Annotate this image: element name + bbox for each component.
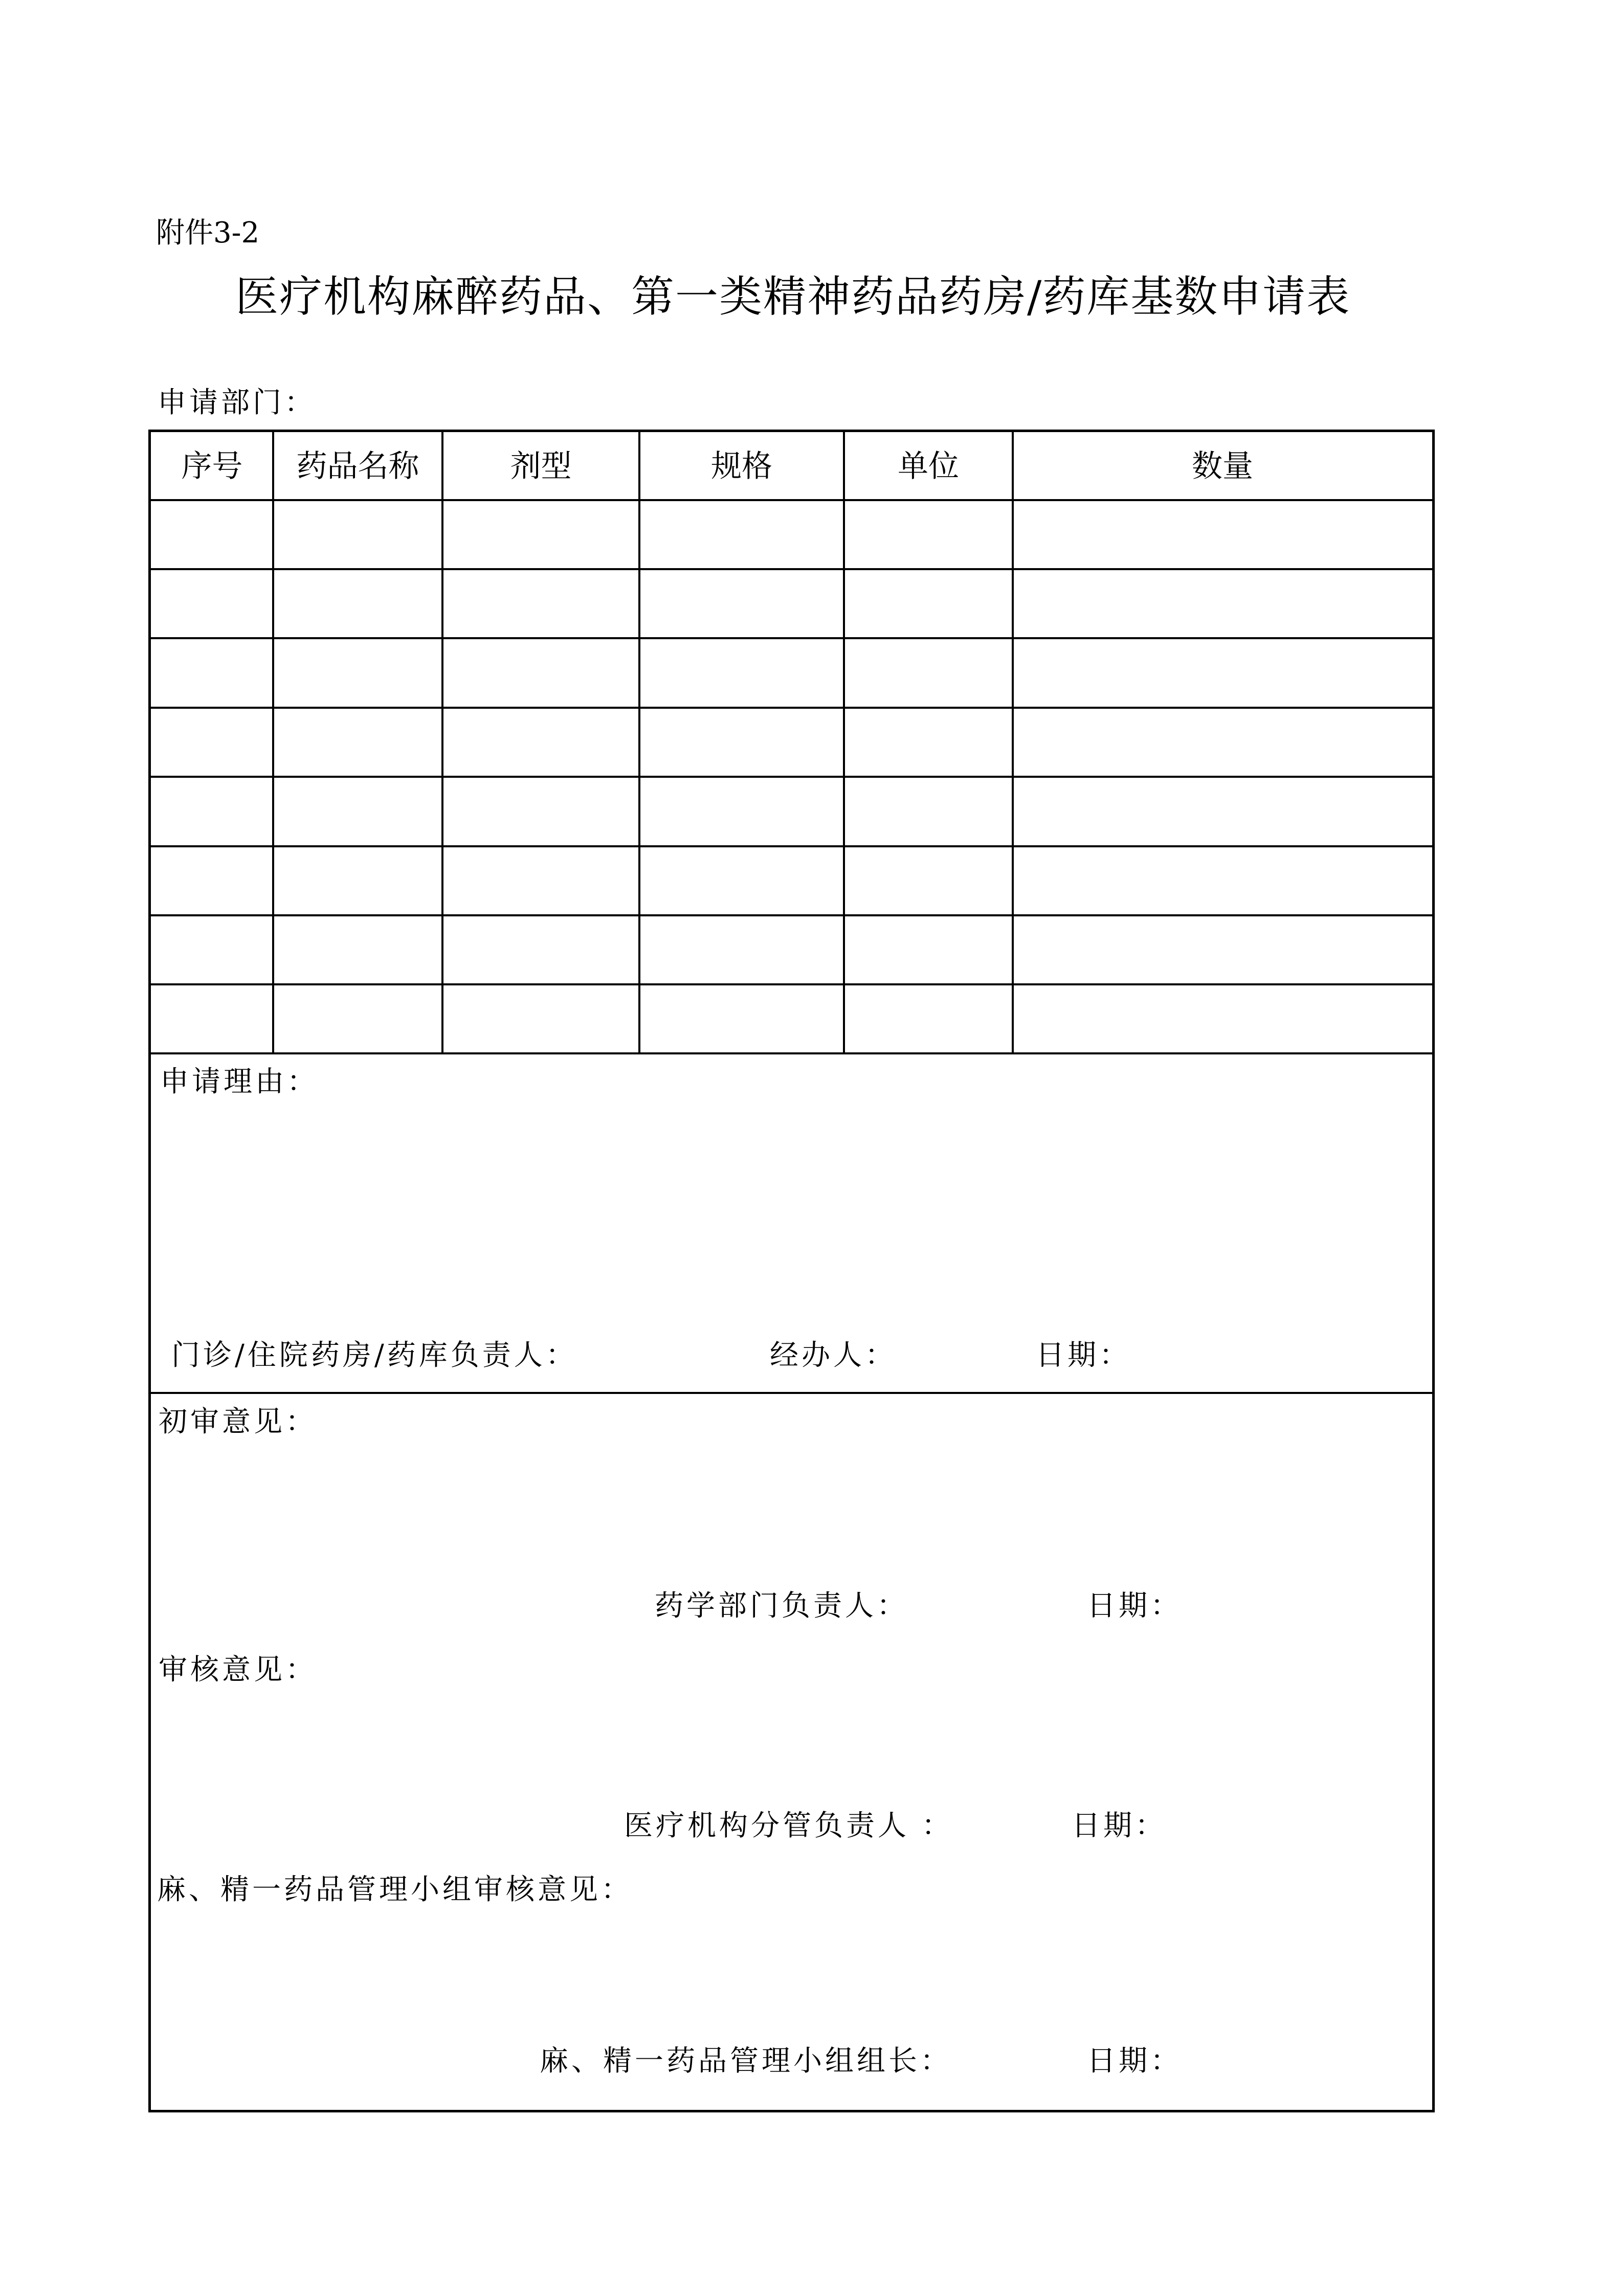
- section-divider: [151, 1392, 1432, 1394]
- column-divider: [1012, 432, 1014, 1053]
- management-group-date-label: 日期：: [1087, 2044, 1182, 2078]
- header-unit: 单位: [898, 448, 959, 484]
- row-divider: [151, 983, 1432, 985]
- application-reason-label: 申请理由：: [160, 1065, 319, 1098]
- row-divider: [151, 568, 1432, 570]
- audit-opinion-label: 审核意见：: [159, 1653, 317, 1686]
- header-dosage-form: 剂型: [510, 448, 572, 484]
- column-divider: [272, 432, 274, 1053]
- row-divider: [151, 637, 1432, 639]
- row-divider: [151, 707, 1432, 709]
- row-divider: [151, 914, 1432, 916]
- management-group-leader-label: 麻、精一药品管理小组组长：: [540, 2044, 952, 2078]
- handler-signature-label: 经办人：: [770, 1339, 897, 1372]
- page-title: 医疗机构麻醉药品、第一类精神药品药房/药库基数申请表: [235, 272, 1351, 322]
- row-divider: [151, 499, 1432, 501]
- header-serial-number: 序号: [181, 448, 243, 484]
- column-divider: [441, 432, 443, 1053]
- pharmacy-department-head-label: 药学部门负责人：: [655, 1589, 908, 1623]
- institution-head-signature-label: 医疗机构分管负责人 ：: [624, 1809, 953, 1842]
- column-divider: [638, 432, 640, 1053]
- header-specification: 规格: [711, 448, 772, 484]
- header-drug-name: 药品名称: [296, 448, 419, 484]
- application-form-table: [148, 430, 1435, 2112]
- row-divider: [151, 845, 1432, 847]
- row-divider: [151, 776, 1432, 778]
- section-divider: [151, 1052, 1432, 1054]
- audit-date-label: 日期：: [1072, 1809, 1167, 1842]
- pharmacy-head-signature-label: 门诊/住院药房/药库负责人：: [171, 1339, 577, 1372]
- initial-review-label: 初审意见：: [159, 1405, 317, 1438]
- column-divider: [843, 432, 845, 1053]
- header-quantity: 数量: [1192, 448, 1253, 484]
- initial-review-date-label: 日期：: [1087, 1589, 1182, 1623]
- reason-date-label: 日期：: [1036, 1339, 1131, 1372]
- management-group-opinion-label: 麻、精一药品管理小组审核意见：: [157, 1873, 633, 1906]
- attachment-number: 附件3-2: [156, 216, 260, 250]
- applying-department-label: 申请部门：: [158, 386, 316, 419]
